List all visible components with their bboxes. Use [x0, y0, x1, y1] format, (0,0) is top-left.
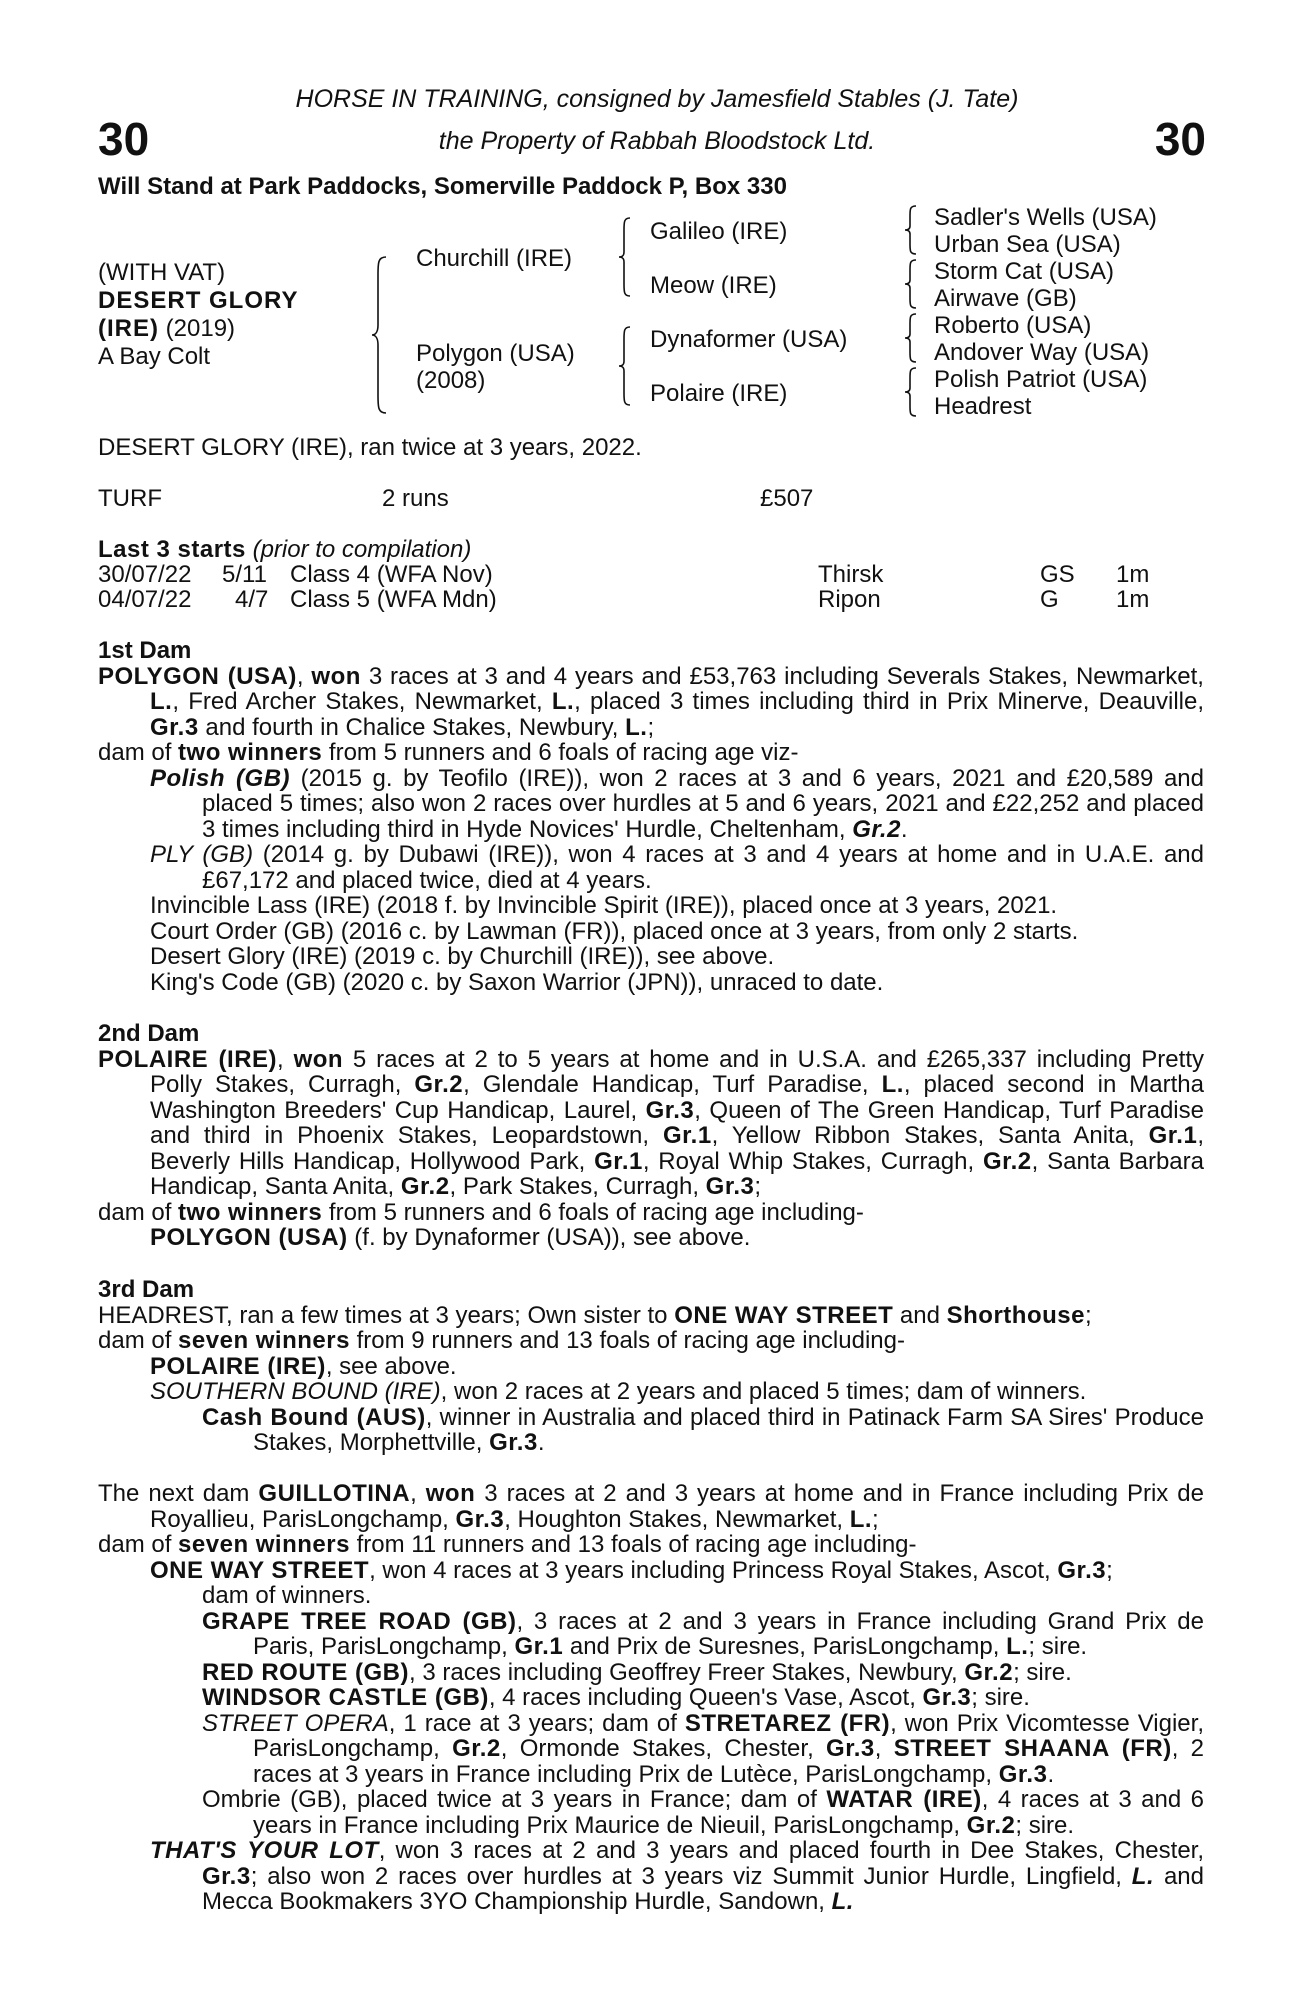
text-run: from 9 runners and 13 foals of racing age including-	[349, 1327, 905, 1354]
text-run: ;	[1084, 1301, 1092, 1329]
horse-block	[98, 259, 298, 371]
text-run: ,	[874, 1735, 894, 1762]
text-run: , placed 3 times including third in Prix Minerve, Deauville,	[574, 688, 1205, 715]
text-run: STRETAREZ (FR)	[684, 1709, 891, 1737]
third-dam-section	[98, 1277, 1204, 1456]
text-run: two winners	[178, 1198, 323, 1226]
text-run: Gr.1	[1148, 1122, 1198, 1149]
text-run: , Royal Whip Stakes, Curragh,	[642, 1147, 983, 1175]
produce-ply	[98, 842, 1204, 893]
text-run: and Mecca Bookmakers 3YO Championship Hurdle, Sandown,	[202, 1862, 1204, 1915]
produce-item: Invincible Lass (IRE) (2018 f. by Invincible Spirit (IRE)), placed once at 3 years, 2021.	[150, 892, 1058, 919]
text-run: Gr.3	[150, 713, 199, 741]
text-run: , Yellow Ribbon Stakes, Santa Anita,	[711, 1122, 1149, 1149]
text-run: , Queen of The Green Handicap, Turf Paradise and third in Phoenix Stakes, Leopardstown,	[150, 1096, 1204, 1149]
text-run: from 5 runners and 6 foals of racing age viz-	[322, 739, 799, 766]
first-dam-produce	[98, 740, 1204, 766]
text-run: Gr.3	[826, 1735, 875, 1762]
text-run: HEADREST, ran a few times at 3 years; Own sister to	[98, 1301, 675, 1329]
text-run: Gr.3	[922, 1684, 972, 1711]
second-dam-record: POLAIRE (IRE), won 5 races at 2 to 5 years at home and in U.S.A. and £265,337 including Pretty Polly Stakes, Curragh, Gr.2, Glendale Handicap, Turf Paradise, L., placed second in Martha Washington Breeders' Cup Handicap, Laurel, Gr.3, Queen of The Green Handicap, Turf Paradise and third in Phoenix Stakes, Leopardstown, Gr.1, Yellow Ribbon Stakes, Santa Anita, Gr.1, Beverly Hills Handicap, Hollywood Park, Gr.1, Royal Whip Stakes, Curragh, Gr.2, Santa Barbara Handicap, Santa Anita, Gr.2, Park Stakes, Curragh, Gr.3;	[98, 1045, 1205, 1200]
text-run: RED ROUTE (GB)	[202, 1658, 409, 1686]
text-run: WATAR (IRE)	[826, 1786, 982, 1813]
text-run: ; sire.	[1013, 1658, 1072, 1686]
pedigree-brace-dam	[617, 325, 633, 407]
pedigree-gen3-item: Andover Way (USA)	[934, 339, 1150, 366]
pedigree-gen3-item: Urban Sea (USA)	[934, 231, 1121, 258]
produce-item: Court Order (GB) (2016 c. by Lawman (FR)), placed once at 3 years, from only 2 starts.	[150, 917, 1079, 945]
next-dam-produce	[98, 1532, 1204, 1558]
produce-item: King's Code (GB) (2020 c. by Saxon Warrior (JPN)), unraced to date.	[150, 968, 884, 996]
text-run: Gr.3	[489, 1429, 538, 1456]
produce-polygon	[98, 1225, 1204, 1251]
pedigree-brace-g3-1	[903, 204, 919, 256]
third-dam-heading: 3rd Dam	[98, 1276, 195, 1303]
text-run: , won Prix Vicomtesse Vigier, ParisLongchamp,	[253, 1709, 1204, 1762]
pedigree-dam-dam: Polaire (IRE)	[650, 380, 788, 407]
start-position: 4/7	[235, 586, 269, 613]
text-run: .	[900, 815, 908, 843]
text-run: Shorthouse	[946, 1301, 1085, 1329]
produce-grape-tree-road	[98, 1609, 1204, 1660]
pedigree-sire-dam: Meow (IRE)	[650, 272, 777, 299]
text-run: GRAPE TREE ROAD (GB)	[202, 1607, 517, 1635]
text-run: Cash Bound (AUS)	[202, 1403, 426, 1431]
text-run: dam of	[98, 1198, 179, 1226]
produce-item: Desert Glory (IRE) (2019 c. by Churchill (IRE)), see above.	[150, 943, 775, 970]
stand-location: Will Stand at Park Paddocks, Somerville Paddock P, Box 330	[98, 173, 787, 200]
text-run: , 3 races at 2 and 3 years in France including Grand Prix de Paris, ParisLongchamp,	[253, 1607, 1204, 1660]
text-run: ONE WAY STREET	[674, 1301, 894, 1329]
produce-polaire	[98, 1354, 1204, 1380]
text-run: , winner in Australia and placed third in Patinack Farm SA Sires' Produce Stakes, Morphettville,	[253, 1403, 1205, 1456]
text-run: ;	[647, 713, 655, 741]
text-run: Gr.1	[662, 1122, 712, 1149]
pedigree-dam: Polygon (USA)	[416, 340, 575, 367]
pedigree-brace-sire	[617, 216, 633, 298]
text-run: Gr.2	[852, 815, 901, 843]
text-run: 3 races at 3 and 4 years and £53,763 including Severals Stakes, Newmarket,	[360, 662, 1204, 690]
first-dam-section	[98, 638, 1204, 995]
produce-thats-your-lot	[98, 1838, 1204, 1915]
horse-year: (2019)	[165, 315, 236, 342]
text-run: 5 races at 2 to 5 years at home and in U.S.A. and £265,337 including Pretty Polly Stakes, Curragh,	[150, 1045, 1204, 1098]
pedigree-sire-sire: Galileo (IRE)	[650, 218, 788, 245]
text-run: , 3 races including Geoffrey Freer Stakes, Newbury,	[409, 1658, 965, 1686]
start-course: Ripon	[818, 586, 881, 613]
text-run: STREET OPERA	[202, 1709, 389, 1737]
ows-dam-of: dam of winners.	[202, 1582, 372, 1609]
text-run: and Prix de Suresnes, ParisLongchamp,	[563, 1633, 1007, 1660]
pedigree-brace-g3-4	[903, 366, 919, 418]
produce-one-way-street	[98, 1558, 1204, 1584]
text-run: Gr.3	[1057, 1556, 1107, 1584]
third-dam-produce	[98, 1328, 1204, 1354]
text-run: PLY (GB)	[150, 841, 254, 868]
start-going: GS	[1040, 561, 1075, 588]
start-position: 5/11	[222, 561, 267, 588]
text-run: won	[425, 1480, 476, 1507]
text-run: THAT'S YOUR LOT	[150, 1837, 379, 1864]
text-run: Gr.3	[202, 1862, 251, 1890]
pedigree-sire: Churchill (IRE)	[416, 245, 573, 272]
text-run: , won 4 races at 3 years including Princess Royal Stakes, Ascot,	[369, 1556, 1058, 1584]
first-dam-heading: 1st Dam	[98, 637, 192, 664]
third-dam-record	[98, 1303, 1204, 1329]
horse-description: A Bay Colt	[98, 343, 211, 370]
produce-cash-bound	[98, 1405, 1204, 1456]
text-run: GUILLOTINA	[258, 1480, 411, 1507]
text-run: , Santa Barbara Handicap, Santa Anita,	[150, 1147, 1204, 1200]
text-run: The next dam	[98, 1480, 259, 1507]
text-run: L.	[150, 688, 173, 715]
text-run: , 1 race at 3 years; dam of	[388, 1709, 685, 1737]
text-run: dam of	[98, 739, 179, 766]
text-run: ; also won 2 races over hurdles at 3 years viz Summit Junior Hurdle, Lingfield,	[250, 1862, 1132, 1890]
pedigree-dam-year: (2008)	[416, 367, 486, 394]
start-going: G	[1040, 586, 1059, 613]
start-class: Class 4 (WFA Nov)	[290, 561, 493, 588]
text-run: dam of	[98, 1531, 179, 1558]
pedigree-dam-sire: Dynaformer (USA)	[650, 326, 848, 353]
text-run: from 5 runners and 6 foals of racing age including-	[322, 1198, 864, 1226]
record-surface: TURF	[98, 485, 162, 512]
last-starts-heading	[98, 537, 471, 563]
pedigree-brace-g3-2	[903, 258, 919, 310]
text-run: , won 2 races at 2 years and placed 5 times; dam of winners.	[440, 1378, 1087, 1405]
text-run: ; sire.	[1028, 1633, 1088, 1660]
next-dam-record	[98, 1481, 1204, 1532]
text-run: .	[537, 1429, 545, 1456]
start-class: Class 5 (WFA Mdn)	[290, 586, 497, 613]
text-run: ; sire.	[971, 1684, 1030, 1711]
text-run: POLYGON (USA)	[150, 1224, 348, 1251]
text-run: won	[293, 1045, 344, 1073]
text-run: STREET SHAANA (FR)	[893, 1735, 1172, 1762]
text-run: won	[311, 662, 361, 690]
text-run: ;	[872, 1505, 879, 1533]
text-run: Gr.3	[455, 1505, 505, 1533]
text-run: ;	[1106, 1556, 1113, 1584]
text-run: Gr.1	[514, 1633, 564, 1660]
text-run: , Park Stakes, Curragh,	[449, 1173, 706, 1200]
text-run: two winners	[178, 739, 323, 766]
text-run: , Fred Archer Stakes, Newmarket,	[172, 688, 552, 715]
text-run: Gr.3	[705, 1173, 755, 1200]
text-run: Ombrie (GB), placed twice at 3 years in France; dam of	[202, 1786, 827, 1813]
text-run: L.	[881, 1071, 904, 1098]
produce-ombrie	[98, 1787, 1204, 1838]
text-run: L.	[849, 1505, 873, 1533]
text-run: ;	[754, 1173, 762, 1200]
text-run: L.	[1131, 1862, 1155, 1890]
text-run: seven winners	[178, 1531, 350, 1558]
text-run: L.	[831, 1888, 854, 1915]
pedigree-gen3-item: Roberto (USA)	[934, 312, 1092, 339]
horse-suffix: (IRE)	[98, 315, 159, 342]
record-runs: 2 runs	[382, 485, 449, 512]
text-run: and	[893, 1301, 947, 1329]
text-run: (2015 g. by Teofilo (IRE)), won 2 races at 3 and 6 years, 2021 and £20,589 and placed 5 times; also won 2 races over hurdles at 5 and 6 years, 2021 and £22,252 and placed 3 times including third in Hyde Novices' Hurdle, Cheltenham,	[202, 764, 1204, 843]
lot-number-left: 30	[98, 113, 150, 165]
text-run: .	[1047, 1760, 1055, 1788]
horse-name: DESERT GLORY	[98, 287, 299, 314]
lot-number-right: 30	[1154, 113, 1206, 165]
next-dam-section	[98, 1481, 1204, 1915]
produce-red-route	[98, 1660, 1204, 1686]
record-earnings: £507	[760, 485, 814, 512]
second-dam-section	[98, 1021, 1204, 1251]
text-run: SOUTHERN BOUND (IRE)	[150, 1378, 441, 1405]
race-summary: DESERT GLORY (IRE), ran twice at 3 years, 2022.	[98, 434, 642, 461]
text-run: dam of	[98, 1327, 179, 1354]
text-run: , 4 races at 3 and 6 years in France including Prix Maurice de Nieuil, ParisLongchamp,	[253, 1786, 1204, 1839]
start-distance: 1m	[1116, 586, 1150, 613]
pedigree-gen3-item: Headrest	[934, 393, 1032, 420]
text-run: , Houghton Stakes, Newmarket,	[504, 1505, 850, 1533]
pedigree-gen3-item: Polish Patriot (USA)	[934, 366, 1148, 393]
text-run: (2014 g. by Dubawi (IRE)), won 4 races at 3 and 4 years at home and in U.A.E. and £67,172 and placed twice, died at 4 years.	[202, 841, 1204, 894]
start-distance: 1m	[1116, 561, 1150, 588]
start-course: Thirsk	[818, 561, 884, 588]
text-run: POLAIRE (IRE)	[98, 1045, 278, 1073]
produce-polish	[98, 766, 1204, 843]
text-run: Gr.1	[594, 1147, 643, 1175]
text-run: Gr.3	[998, 1760, 1048, 1788]
pedigree-gen3-item: Storm Cat (USA)	[934, 258, 1115, 285]
consignment-line: HORSE IN TRAINING, consigned by Jamesfield Stables (J. Tate)	[295, 85, 1019, 113]
text-run: , won 3 races at 2 and 3 years and placed fourth in Dee Stakes, Chester,	[378, 1837, 1205, 1864]
text-run: Polish (GB)	[150, 764, 291, 792]
produce-windsor-castle	[98, 1685, 1204, 1711]
text-run: POLYGON (USA)	[98, 662, 297, 690]
text-run: L.	[551, 688, 575, 715]
text-run: , 4 races including Queen's Vase, Ascot,	[488, 1684, 923, 1711]
text-run: L.	[625, 713, 648, 741]
second-dam-produce	[98, 1200, 1204, 1226]
text-run: , see above.	[325, 1352, 457, 1380]
text-run: , Beverly Hills Handicap, Hollywood Park,	[150, 1122, 1204, 1175]
text-run: ,	[410, 1480, 426, 1507]
text-run: ; sire.	[1015, 1811, 1075, 1839]
text-run: (f. by Dynaformer (USA)), see above.	[347, 1224, 751, 1251]
text-run: Gr.2	[400, 1173, 450, 1200]
text-run: , Glendale Handicap, Turf Paradise,	[463, 1071, 882, 1098]
property-line: the Property of Rabbah Bloodstock Ltd.	[438, 127, 876, 155]
start-date: 04/07/22	[98, 586, 192, 613]
last-starts-title: Last 3 starts	[98, 536, 246, 563]
pedigree-brace-g3-3	[903, 312, 919, 364]
text-run: Gr.2	[966, 1811, 1016, 1839]
text-run: seven winners	[178, 1327, 350, 1354]
text-run: ONE WAY STREET	[150, 1556, 370, 1584]
text-run: WINDSOR CASTLE (GB)	[202, 1684, 489, 1711]
text-run: Gr.3	[645, 1096, 695, 1124]
pedigree-gen3-item: Sadler's Wells (USA)	[934, 204, 1157, 231]
produce-street-opera	[98, 1711, 1204, 1788]
vat-note: (WITH VAT)	[98, 259, 226, 286]
text-run: , Ormonde Stakes, Chester,	[500, 1735, 827, 1762]
first-dam-record: POLYGON (USA), won 3 races at 3 and 4 years and £53,763 including Severals Stakes, Newmarket, L., Fred Archer Stakes, Newmarket, L., placed 3 times including third in Prix Minerve, Deauville, Gr.3 and fourth in Chalice Stakes, Newbury, L.;	[98, 662, 1205, 741]
text-run: and fourth in Chalice Stakes, Newbury,	[198, 713, 626, 741]
produce-southern-bound	[98, 1379, 1204, 1405]
pedigree-gen3-item: Airwave (GB)	[934, 285, 1077, 312]
text-run: , 2 races at 3 years in France including Prix de Lutèce, ParisLongchamp,	[253, 1735, 1204, 1788]
text-run: from 11 runners and 13 foals of racing age including-	[349, 1531, 917, 1558]
text-run: , placed second in Martha Washington Breeders' Cup Handicap, Laurel,	[150, 1071, 1205, 1124]
text-run: Gr.2	[414, 1071, 464, 1098]
text-run: POLAIRE (IRE)	[150, 1352, 326, 1380]
text-run: L.	[1006, 1633, 1029, 1660]
text-run: Gr.2	[964, 1658, 1014, 1686]
text-run: Gr.2	[452, 1735, 501, 1762]
start-date: 30/07/22	[98, 561, 192, 588]
second-dam-heading: 2nd Dam	[98, 1020, 200, 1047]
text-run: Gr.2	[982, 1147, 1032, 1175]
text-run: 3 races at 2 and 3 years at home and in France including Prix de Royallieu, ParisLongchamp,	[150, 1480, 1204, 1533]
pedigree-brace-main	[370, 255, 390, 415]
last-starts-subtitle: (prior to compilation)	[252, 536, 472, 563]
